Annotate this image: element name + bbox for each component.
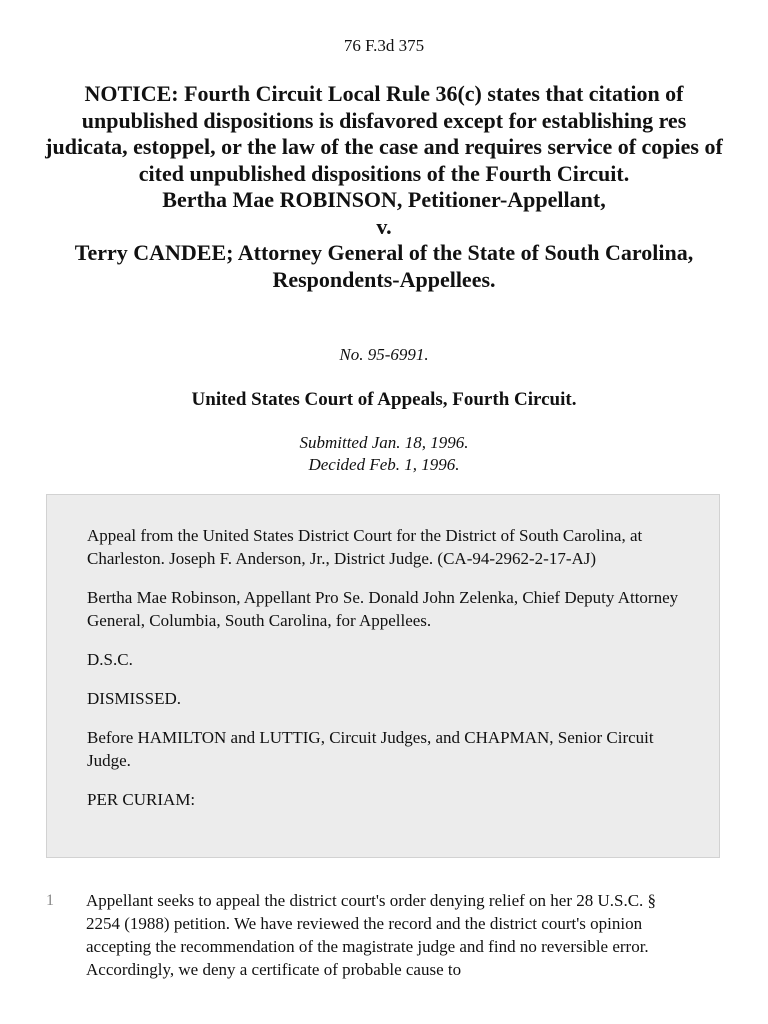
case-caption <box>40 81 728 293</box>
decided-date: Decided Feb. 1, 1996. <box>308 455 460 474</box>
case-summary-box <box>46 494 720 858</box>
respondents-name: Terry CANDEE; Attorney General of the State of South Carolina, Respondents-Appellees. <box>74 240 694 292</box>
counsel-text: Bertha Mae Robinson, Appellant Pro Se. Donald John Zelenka, Chief Deputy Attorney General, Columbia, South Carolina, for Appellees. <box>87 588 679 630</box>
author-text: PER CURIAM: <box>87 790 196 809</box>
petitioner-name: Bertha Mae ROBINSON, Petitioner-Appellant, <box>162 187 606 212</box>
court-name: United States Court of Appeals, Fourth Circuit. <box>191 389 577 410</box>
paragraph-text: Appellant seeks to appeal the district court's order denying relief on her 28 U.S.C. § 2254 (1988) petition. We have reviewed the record and the district court's opinion accepting the recommendation of the magistrate judge and find no reversible error. Accordingly, we deny a certificate of probable cause to <box>86 891 657 979</box>
paragraph-number: 1 <box>46 892 54 909</box>
court-abbreviation: D.S.C. <box>87 650 133 669</box>
disposition-text: DISMISSED. <box>87 689 181 708</box>
appeal-from-text: Appeal from the United States District Court for the District of South Carolina, at Charleston. Joseph F. Anderson, Jr., District Judge. (CA-94-2962-2-17-AJ) <box>87 526 643 568</box>
docket-number: No. 95-6991. <box>339 345 429 364</box>
panel-text: Before HAMILTON and LUTTIG, Circuit Judges, and CHAPMAN, Senior Circuit Judge. <box>87 728 654 770</box>
case-dates <box>0 432 768 476</box>
notice-text: NOTICE: Fourth Circuit Local Rule 36(c) states that citation of unpublished dispositions is disfavored except for establishing res judicata, estoppel, or the law of the case and requires service of copies of cited unpublished dispositions of the Fourth Circuit. <box>45 81 723 186</box>
submitted-date: Submitted Jan. 18, 1996. <box>299 433 469 452</box>
reporter-citation: 76 F.3d 375 <box>343 36 425 55</box>
versus-text: v. <box>376 213 392 239</box>
